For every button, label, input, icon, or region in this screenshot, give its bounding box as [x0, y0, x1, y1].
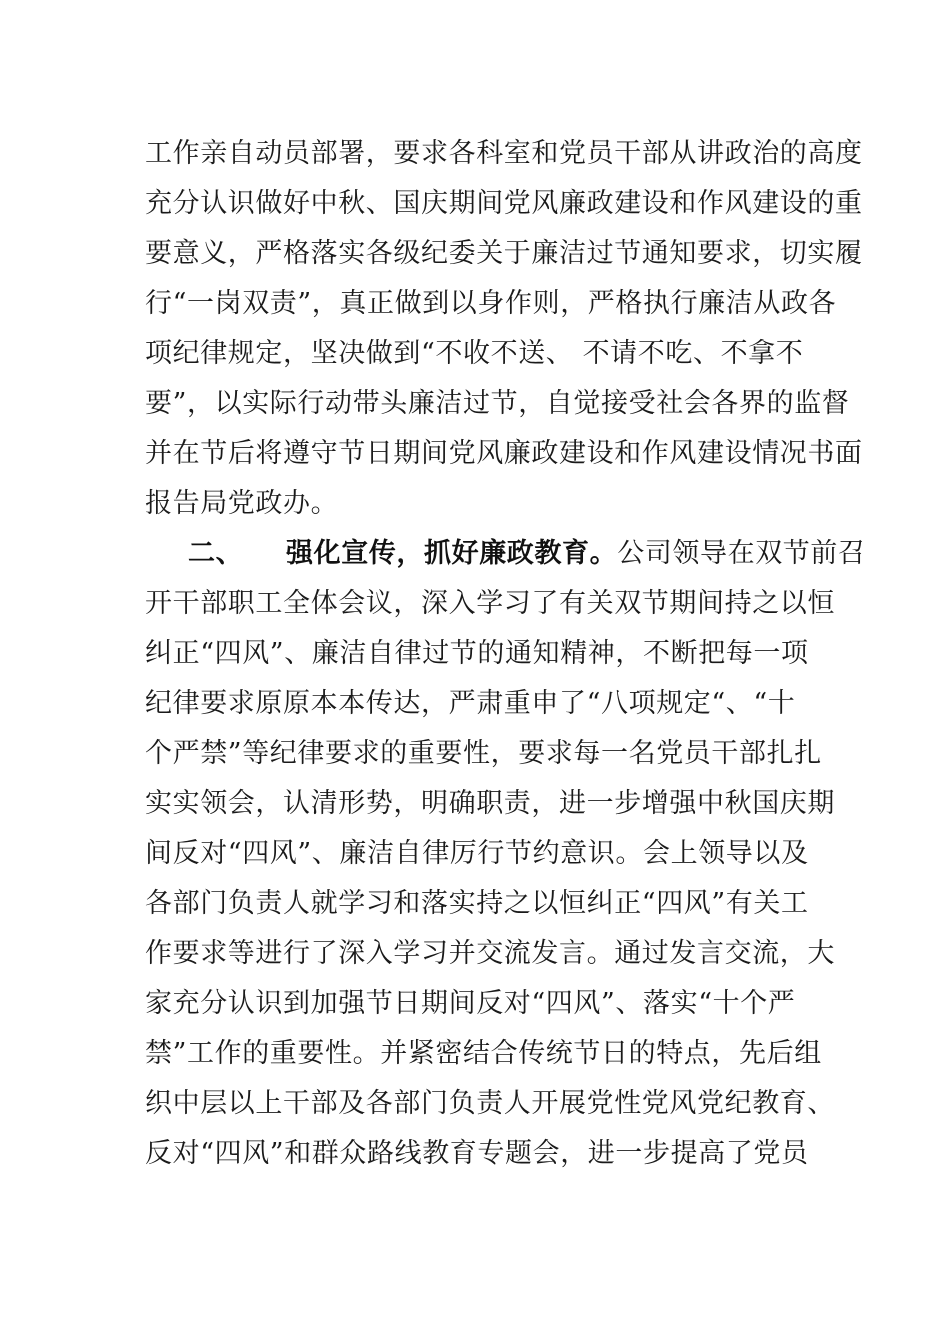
section-heading: 强化宣传，抓好廉政教育。	[286, 538, 618, 569]
paragraph-line: 开干部职工全体会议，深入学习了有关双节期间持之以恒	[145, 588, 835, 619]
paragraph-line: 项纪律规定，坚决做到“不收不送、 不请不吃、不拿不	[145, 338, 804, 369]
paragraph-line: 反对“四风”和群众路线教育专题会，进一步提高了党员	[145, 1138, 809, 1169]
paragraph-line: 充分认识做好中秋、国庆期间党风廉政建设和作风建设的重	[145, 188, 863, 219]
paragraph-line: 行“一岗双责”，真正做到以身作则，严格执行廉洁从政各	[145, 288, 837, 319]
paragraph-line: 织中层以上干部及各部门负责人开展党性党风党纪教育、	[145, 1088, 835, 1119]
paragraph-line: 工作亲自动员部署，要求各科室和党员干部从讲政治的高度	[145, 138, 863, 169]
paragraph-line: 实实领会，认清形势，明确职责，进一步增强中秋国庆期	[145, 788, 835, 819]
paragraph-line: 各部门负责人就学习和落实持之以恒纠正“四风”有关工	[145, 888, 809, 919]
section-heading-line	[188, 529, 866, 579]
paragraph-line: 要意义，严格落实各级纪委关于廉洁过节通知要求，切实履	[145, 238, 863, 269]
paragraph-line: 纪律要求原原本本传达，严肃重申了“八项规定“、“十	[145, 688, 796, 719]
paragraph-line: 个严禁”等纪律要求的重要性，要求每一名党员干部扎扎	[145, 738, 822, 769]
paragraph-line: 间反对“四风”、廉洁自律厉行节约意识。会上领导以及	[145, 838, 809, 869]
paragraph-line: 家充分认识到加强节日期间反对“四风”、落实“十个严	[145, 988, 796, 1019]
paragraph-line: 作要求等进行了深入学习并交流发言。通过发言交流，大	[145, 938, 835, 969]
section-number: 二、	[188, 538, 244, 569]
paragraph-line: 要”，以实际行动带头廉洁过节，自觉接受社会各界的监督	[145, 388, 850, 419]
paragraph-line: 纠正“四风”、廉洁自律过节的通知精神，不断把每一项	[145, 638, 809, 669]
section-first-line-text: 公司领导在双节前召	[617, 538, 866, 569]
paragraph-line: 报告局党政办。	[145, 488, 339, 519]
paragraph-line: 并在节后将遵守节日期间党风廉政建设和作风建设情况书面	[145, 438, 863, 469]
paragraph-line: 禁”工作的重要性。并紧密结合传统节日的特点，先后组	[145, 1038, 822, 1069]
